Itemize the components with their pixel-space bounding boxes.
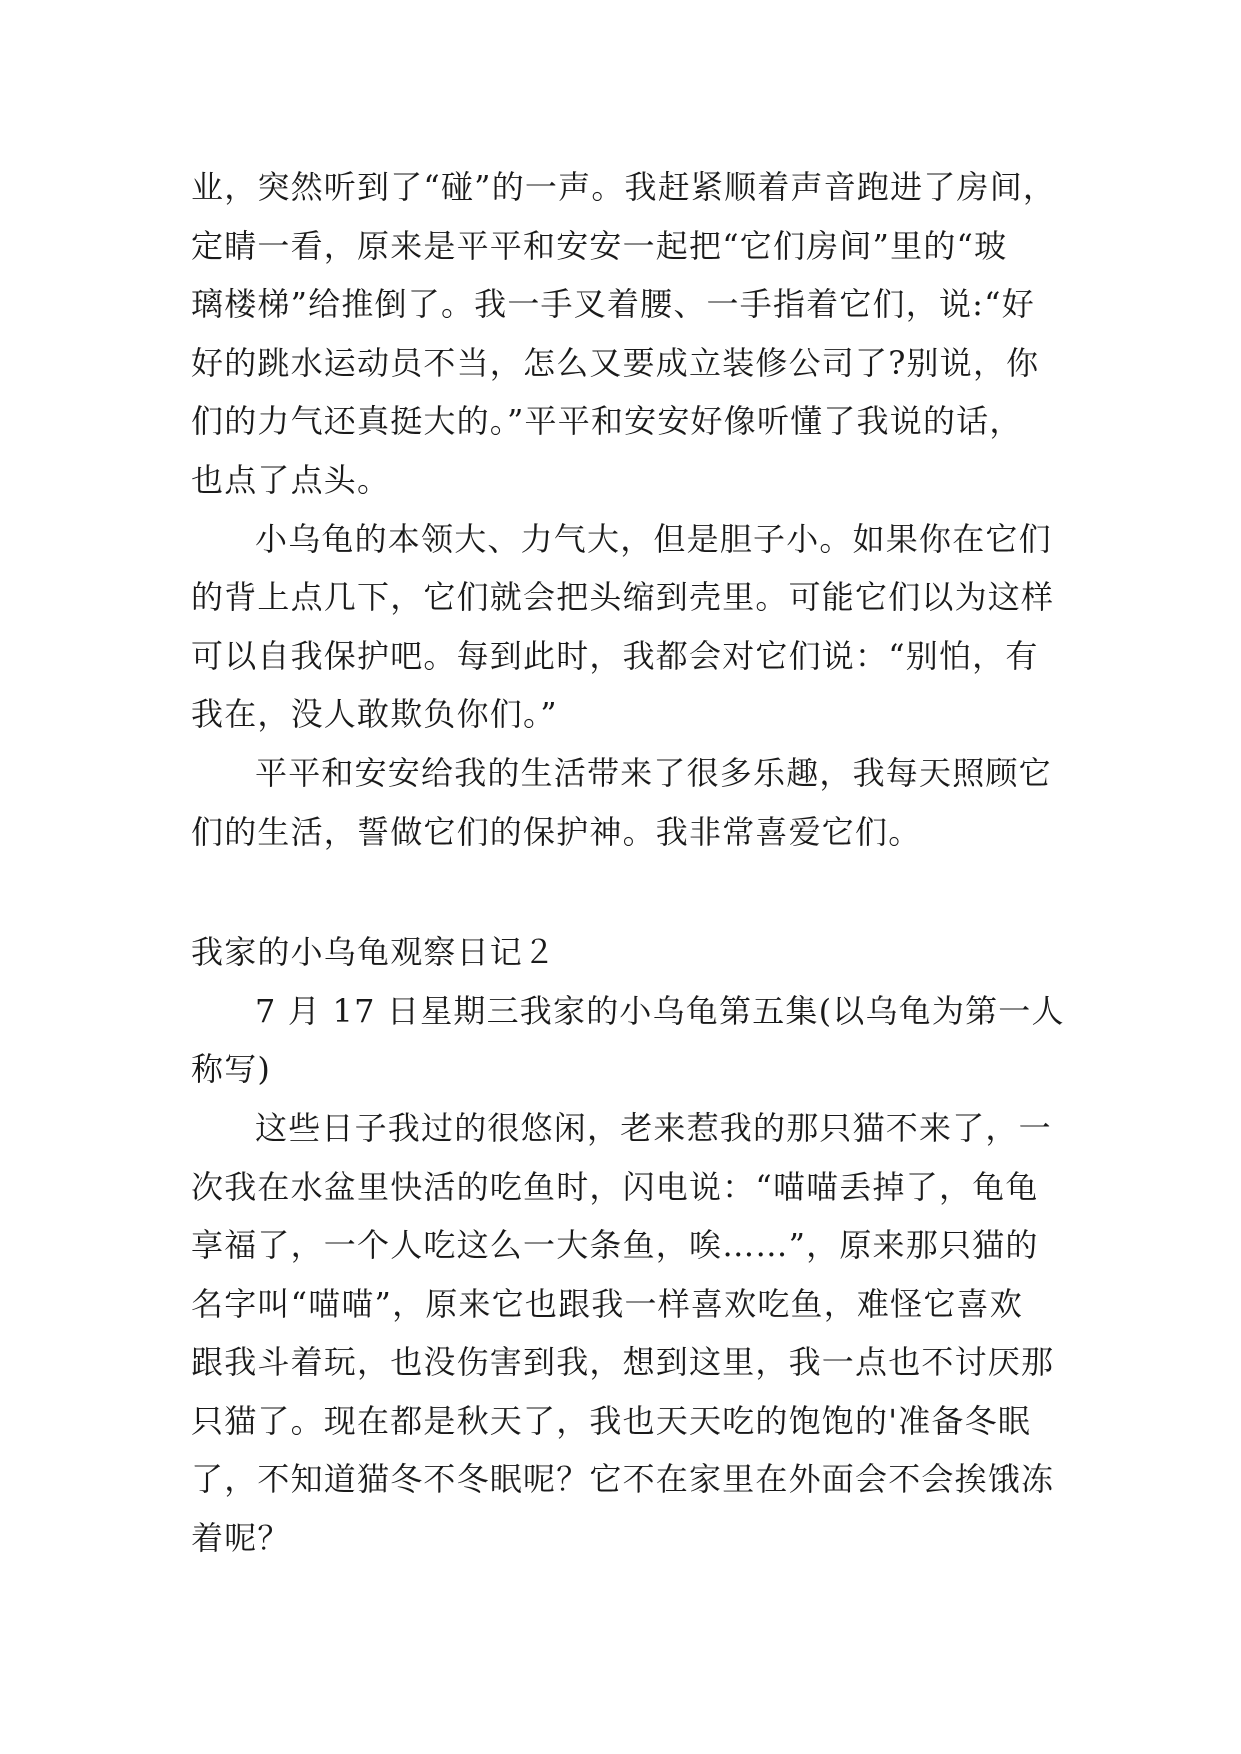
text-line: 可以自我保护吧。每到此时，我都会对它们说：“别怕，有: [191, 636, 1039, 675]
paragraph-4: [191, 982, 1065, 1099]
text-line: 7 月 17 日星期三我家的小乌龟第五集(以乌龟为第一人: [255, 991, 1065, 1030]
text-line: 璃楼梯”给推倒了。我一手叉着腰、一手指着它们，说:“好: [191, 285, 1035, 324]
text-line: 次我在水盆里快活的吃鱼时，闪电说：“喵喵丢掉了，龟龟: [191, 1167, 1039, 1206]
paragraph-5: [191, 1099, 1055, 1568]
text-line: 也点了点头。: [191, 460, 391, 499]
text-line: 名字叫“喵喵”，原来它也跟我一样喜欢吃鱼，难怪它喜欢: [191, 1284, 1023, 1323]
text-line: 跟我斗着玩，也没伤害到我，想到这里，我一点也不讨厌那: [191, 1343, 1055, 1382]
text-line: 称写): [191, 1050, 272, 1089]
text-line: 我在，没人敢欺负你们。”: [191, 695, 558, 734]
text-line: 小乌龟的本领大、力气大，但是胆子小。如果你在它们: [255, 519, 1052, 558]
text-line: 们的力气还真挺大的。”平平和安安好像听懂了我说的话，: [191, 402, 1023, 441]
paragraph-2: [191, 510, 1055, 744]
text-line: 业，突然听到了“碰”的一声。我赶紧顺着声音跑进了房间，: [191, 168, 1057, 206]
section-spacer: [191, 861, 1051, 923]
text-line: 享福了，一个人吃这么一大条鱼，唉……”，原来那只猫的: [191, 1226, 1039, 1265]
text-line: 这些日子我过的很悠闲，老来惹我的那只猫不来了，一: [255, 1108, 1052, 1147]
paragraph-3: [191, 744, 1051, 861]
text-line: 定睛一看，原来是平平和安安一起把“它们房间”里的“玻: [191, 226, 1008, 265]
text-line: 只猫了。现在都是秋天了，我也天天吃的饱饱的'准备冬眠: [191, 1401, 1031, 1440]
document-body: [191, 158, 1065, 1568]
text-line: 了，不知道猫冬不冬眠呢？它不在家里在外面会不会挨饿冻: [191, 1460, 1055, 1499]
text-line: 们的生活，誓做它们的保护神。我非常喜爱它们。: [191, 812, 922, 851]
text-line: 好的跳水运动员不当，怎么又要成立装修公司了?别说，你: [191, 343, 1040, 382]
paragraph-1: [191, 158, 1057, 510]
text-line: 着呢？: [191, 1519, 291, 1558]
section-heading: 我家的小乌龟观察日记２: [191, 933, 557, 972]
text-line: 平平和安安给我的生活带来了很多乐趣，我每天照顾它: [255, 753, 1052, 792]
text-line: 的背上点几下，它们就会把头缩到壳里。可能它们以为这样: [191, 578, 1055, 617]
